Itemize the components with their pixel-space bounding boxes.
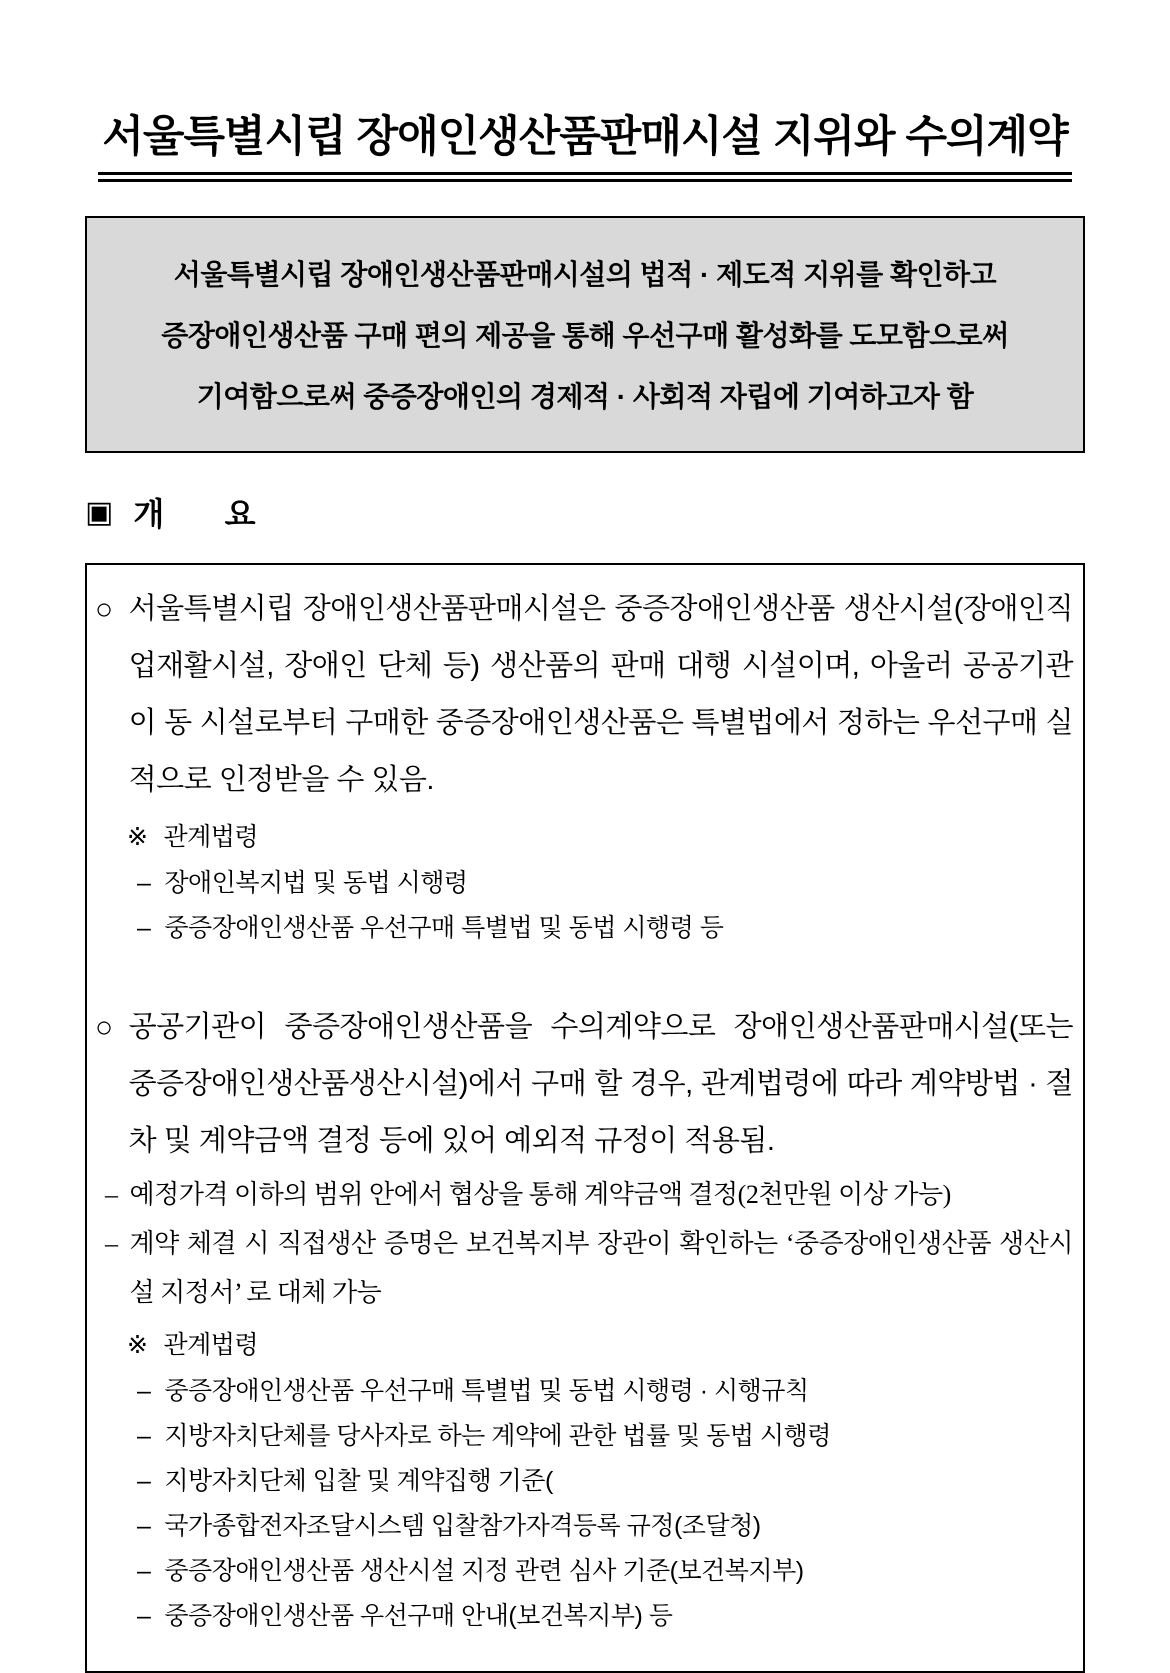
circle-bullet-icon: ○ bbox=[95, 592, 113, 626]
list-item bbox=[137, 1594, 1073, 1639]
list-item-text: 중증장애인생산품 우선구매 특별법 및 동법 시행령 · 시행규칙 bbox=[164, 1376, 809, 1405]
dash-icon: – bbox=[105, 1228, 118, 1258]
bullet-item-1 bbox=[95, 581, 1073, 809]
reference-mark-icon: ※ bbox=[127, 1330, 148, 1359]
dash-icon: – bbox=[137, 1601, 151, 1630]
overview-box bbox=[85, 563, 1085, 1673]
list-item-text: 중증장애인생산품 우선구매 특별법 및 동법 시행령 등 bbox=[164, 913, 724, 942]
section-square-icon: ▣ bbox=[85, 495, 114, 529]
dash-icon: – bbox=[137, 913, 151, 942]
list-item bbox=[105, 1170, 1073, 1219]
list-item-text: 계약 체결 시 직접생산 증명은 보건복지부 장관이 확인하는 ‘중증장애인생산품 생산시설 지정서’ 로 대체 가능 bbox=[129, 1228, 1073, 1307]
dash-icon: – bbox=[137, 1376, 151, 1405]
list-item bbox=[137, 1459, 1073, 1504]
list-item-text: 지방자치단체 입찰 및 계약집행 기준( bbox=[164, 1466, 553, 1495]
note-label bbox=[127, 813, 1073, 861]
bullet-item-2 bbox=[95, 999, 1073, 1170]
list-item-text: 지방자치단체를 당사자로 하는 계약에 관한 법률 및 동법 시행령 bbox=[164, 1421, 831, 1450]
list-item bbox=[137, 861, 1073, 906]
summary-line: 서울특별시립 장애인생산품판매시설의 법적 · 제도적 지위를 확인하고 bbox=[173, 258, 997, 290]
summary-box bbox=[85, 216, 1085, 453]
related-laws-block-2 bbox=[127, 1321, 1073, 1639]
summary-line: 증장애인생산품 구매 편의 제공을 통해 우선구매 활성화를 도모함으로써 bbox=[161, 319, 1009, 351]
summary-line: 기여함으로써 중증장애인의 경제적 · 사회적 자립에 기여하고자 함 bbox=[196, 380, 974, 412]
bullet-text: 공공기관이 중증장애인생산품을 수의계약으로 장애인생산품판매시설(또는 중증장애인생산품생산시설)에서 구매 할 경우, 관계법령에 따라 계약방법 · 절차 및 계약금액 결정 등에 있어 예외적 규정이 적용됨. bbox=[128, 1010, 1073, 1157]
section-heading bbox=[85, 489, 1085, 535]
title-area bbox=[85, 112, 1085, 182]
document-page bbox=[85, 0, 1085, 1673]
dash-icon: – bbox=[137, 1421, 151, 1450]
list-item bbox=[105, 1219, 1073, 1317]
dash-icon: – bbox=[137, 1556, 151, 1585]
list-item bbox=[137, 1549, 1073, 1594]
reference-mark-icon: ※ bbox=[127, 822, 148, 851]
list-item-text: 중증장애인생산품 우선구매 안내(보건복지부) 등 bbox=[164, 1601, 673, 1630]
related-laws-block-1 bbox=[127, 813, 1073, 951]
note-label-text: 관계법령 bbox=[163, 822, 259, 851]
list-item-text: 중증장애인생산품 생산시설 지정 관련 심사 기준(보건복지부) bbox=[164, 1556, 804, 1585]
dash-icon: – bbox=[137, 1466, 151, 1495]
section-title: 개 요 bbox=[133, 495, 257, 532]
dash-icon: – bbox=[137, 1511, 151, 1540]
list-item bbox=[137, 1414, 1073, 1459]
note-label-text: 관계법령 bbox=[163, 1330, 259, 1359]
bullet-text: 서울특별시립 장애인생산품판매시설은 중증장애인생산품 생산시설(장애인직업재활시설, 장애인 단체 등) 생산품의 판매 대행 시설이며, 아울러 공공기관이 동 시설로부터 구매한 중증장애인생산품은 특별법에서 정하는 우선구매 실적으로 인정받을 수 있음. bbox=[128, 592, 1073, 796]
list-item bbox=[137, 1504, 1073, 1549]
list-item-text: 국가종합전자조달시스템 입찰참가자격등록 규정(조달청) bbox=[164, 1511, 761, 1540]
list-item bbox=[137, 1369, 1073, 1414]
list-item-text: 장애인복지법 및 동법 시행령 bbox=[164, 868, 468, 897]
dash-icon: – bbox=[105, 1179, 118, 1209]
note-label bbox=[127, 1321, 1073, 1369]
circle-bullet-icon: ○ bbox=[95, 1010, 113, 1044]
list-item-text: 예정가격 이하의 범위 안에서 협상을 통해 계약금액 결정(2천만원 이상 가능) bbox=[129, 1179, 951, 1209]
spacer bbox=[95, 951, 1073, 999]
dash-icon: – bbox=[137, 868, 151, 897]
page-title: 서울특별시립 장애인생산품판매시설 지위와 수의계약 bbox=[98, 112, 1071, 182]
list-item bbox=[137, 906, 1073, 951]
